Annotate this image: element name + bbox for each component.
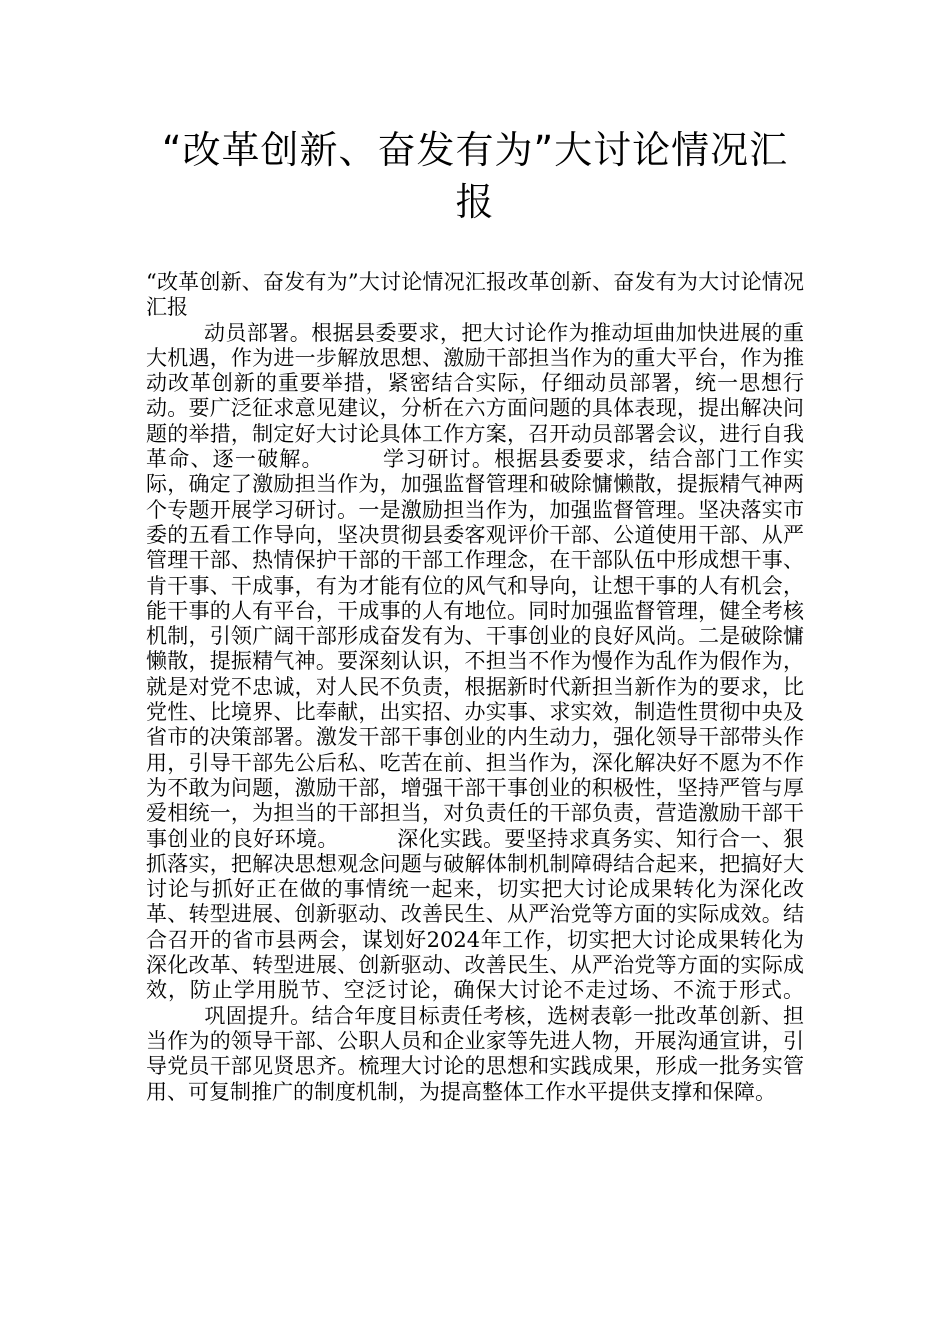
document-body bbox=[146, 270, 804, 1105]
body-paragraph bbox=[146, 321, 804, 1105]
subtitle-line: “改革创新、奋发有为”大讨论情况汇报改革创新、奋发有为大讨论情况汇报 bbox=[146, 270, 804, 320]
section-practice: 深化实践。要坚持求真务实、知行合一、狠抓落实，把解决思想观念问题与破解体制机制障碍结合起来，把搞好大讨论与抓好正在做的事情统一起来，切实把大讨论成果转化为深化改革、转型进展、创新驱动、改善民生、从严治党等方面的实际成效。结合召开的省市县两会，谋划好2024年工作，切实把大讨论成果转化为深化改革、转型进展、创新驱动、改善民生、从严治党等方面的实际成效，防止学用脱节、空泛讨论，确保大讨论不走过场、不流于形式。 bbox=[146, 826, 805, 1003]
section-consolidation: 巩固提升。结合年度目标责任考核，选树表彰一批改革创新、担当作为的领导干部、公职人员和企业家等先进人物，开展沟通宣讲，引导党员干部见贤思齐。梳理大讨论的思想和实践成果，形成一批务实管用、可复制推广的制度机制，为提高整体工作水平提供支撑和保障。 bbox=[146, 1003, 804, 1104]
section-mobilization: 动员部署。根据县委要求，把大讨论作为推动垣曲加快进展的重大机遇，作为进一步解放思想、激励干部担当作为的重大平台，作为推动改革创新的重要举措，紧密结合实际，仔细动员部署，统一思想行动。要广泛征求意见建议，分析在六方面问题的具体表现，提出解决问题的举措，制定好大讨论具体工作方案，召开动员部署会议，进行自我革命、逐一破解。 bbox=[146, 320, 804, 472]
document-title: “改革创新、奋发有为”大讨论情况汇报 bbox=[161, 128, 789, 224]
section-study: 学习研讨。根据县委要求，结合部门工作实际，确定了激励担当作为，加强监督管理和破除慵懒散，提振精气神两个专题开展学习研讨。一是激励担当作为，加强监督管理。坚决落实市委的五看工作导向，坚决贯彻县委客观评价干部、公道使用干部、从严管理干部、热情保护干部的干部工作理念，在干部队伍中形成想干事、肯干事、干成事，有为才能有位的风气和导向，让想干事的人有机会，能干事的人有平台，干成事的人有地位。同时加强监督管理，健全考核机制，引领广阔干部形成奋发有为、干事创业的良好风尚。二是破除慵懒散，提振精气神。要深刻认识，不担当不作为慢作为乱作为假作为，就是对党不忠诚，对人民不负责，根据新时代新担当新作为的要求，比党性、比境界、比奉献，出实招、办实事、求实效，制造性贯彻中央及省市的决策部署。激发干部干事创业的内生动力，强化领导干部带头作用，引导干部先公后私、吃苦在前、担当作为，深化解决好不愿为不作为不敢为问题，激励干部，增强干部干事创业的积极性，坚持严管与厚爱相统一，为担当的干部担当，对负责任的干部负责，营造激励干部干事创业的良好环境。 bbox=[146, 447, 805, 851]
